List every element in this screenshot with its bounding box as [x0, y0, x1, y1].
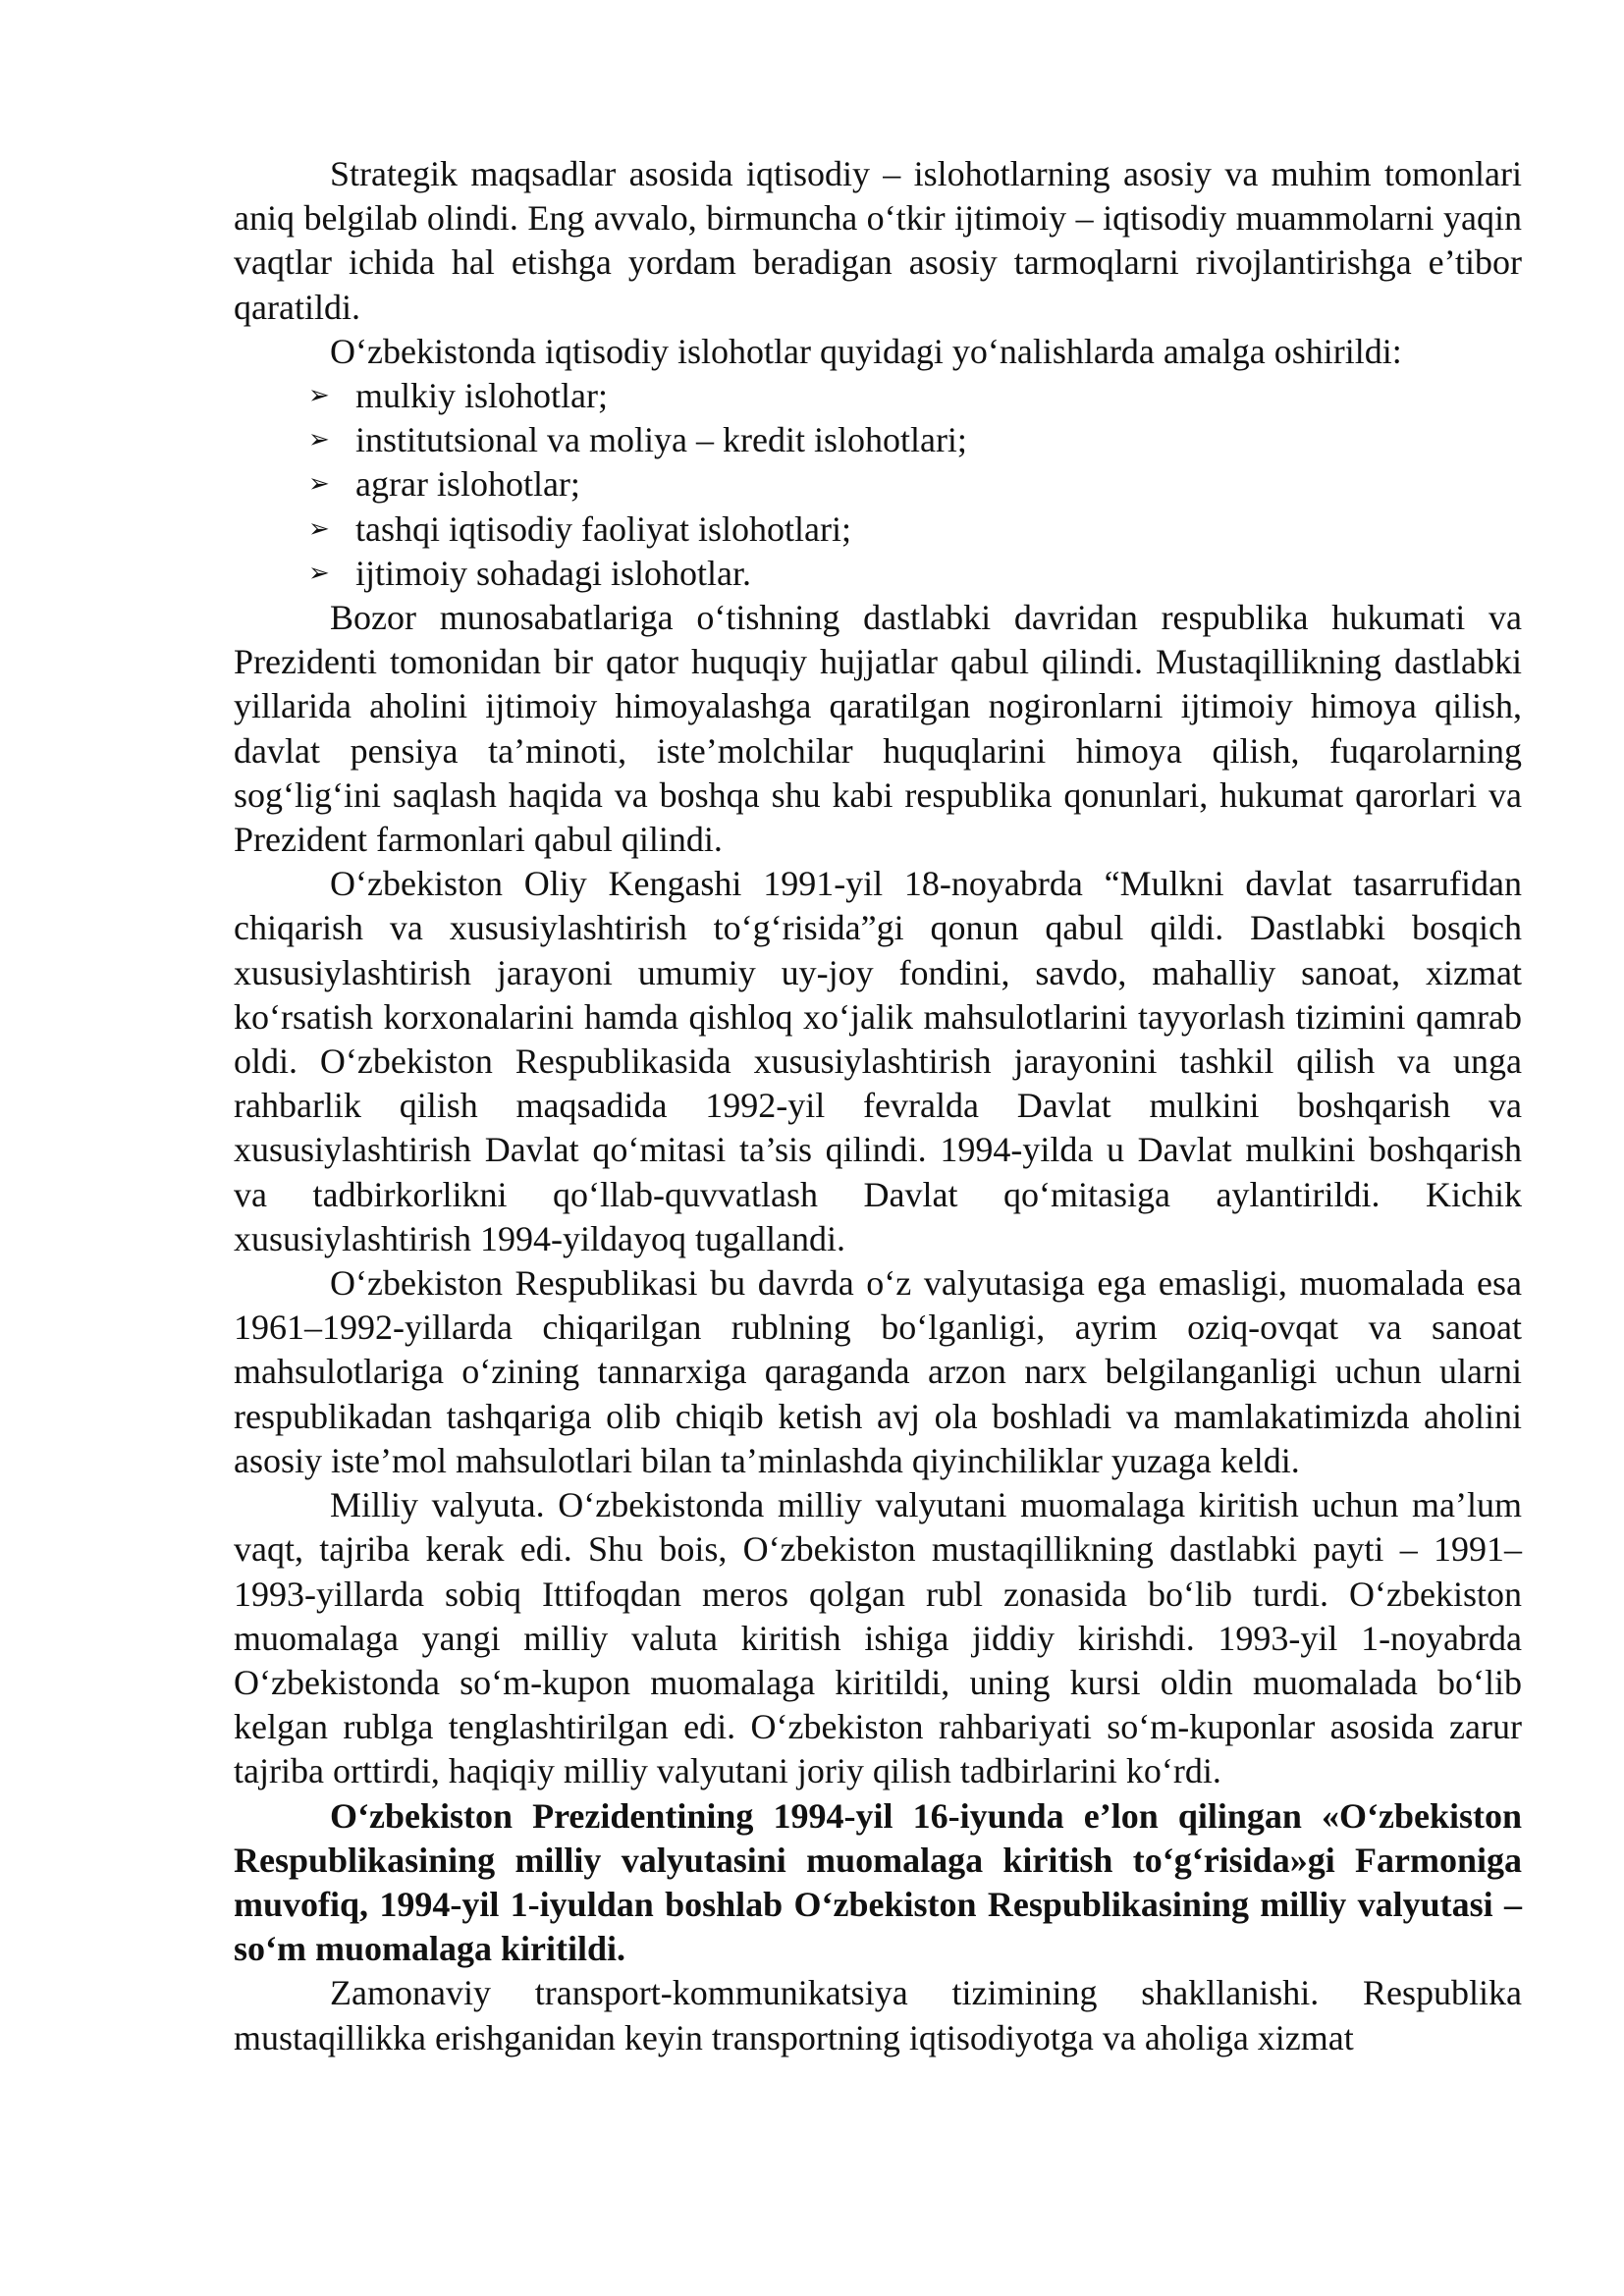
list-item-text: tashqi iqtisodiy faoliyat islohotlari;: [355, 508, 851, 549]
list-item-text: ijtimoiy sohadagi islohotlar.: [355, 553, 751, 593]
paragraph: O‘zbekistonda iqtisodiy islohotlar quyidagi yo‘nalishlarda amalga oshirildi:: [330, 331, 1402, 371]
arrow-bullet-icon: ➢: [308, 513, 330, 544]
list-item: [234, 418, 1522, 462]
arrow-bullet-icon: ➢: [308, 558, 330, 588]
bold-paragraph: O‘zbekiston Prezidentining 1994-yil 16-iyunda e’lon qilingan «O‘zbekiston Respublikasining milliy valyutasini muomalaga kiritish to‘g‘risida»gi Farmoniga muvofiq, 1994-yil 1-iyuldan boshlab O‘zbekiston Respublikasining milliy valyutasi – so‘m muomalaga kiritildi.: [234, 1795, 1522, 1969]
list-item-text: mulkiy islohotlar;: [355, 376, 608, 416]
arrow-bullet-icon: ➢: [308, 425, 330, 455]
arrow-bullet-icon: ➢: [308, 469, 330, 500]
paragraph: Strategik maqsadlar asosida iqtisodiy – islohotlarning asosiy va muhim tomonlari aniq belgilab olindi. Eng avvalo, birmuncha o‘tkir ijtimoiy – iqtisodiy muammolarni yaqin vaqtlar ichida hal etishga yordam beradigan asosiy tarmoqlarni rivojlantirishga e’tibor qaratildi.: [234, 154, 1522, 327]
paragraph: O‘zbekiston Oliy Kengashi 1991-yil 18-noyabrda “Mulkni davlat tasarrufidan chiqarish va xususiylashtirish to‘g‘risida”gi qonun qabul qildi. Dastlabki bosqich xususiylashtirish jarayoni umumiy uy-joy fondini, savdo, mahalliy sanoat, xizmat ko‘rsatish korxonalarini hamda qishloq xo‘jalik mahsulotlarini tayyorlash tizimini qamrab oldi. O‘zbekiston Respublikasida xususiylashtirish jarayonini tashkil qilish va unga rahbarlik qilish maqsadida 1992-yil fevralda Davlat mulkini boshqarish va xususiylashtirish Davlat qo‘mitasi ta’sis qilindi. 1994-yilda u Davlat mulkini boshqarish va tadbirkorlikni qo‘llab-quvvatlash Davlat qo‘mitasiga aylantirildi. Kichik xususiylashtirish 1994-yildayoq tugallandi.: [234, 864, 1522, 1258]
paragraph: O‘zbekiston Respublikasi bu davrda o‘z valyutasiga ega emasligi, muomalada esa 1961–1992-yillarda chiqarilgan rublning bo‘lganligi, ayrim oziq-ovqat va sanoat mahsulotlariga o‘zining tannarxiga qaraganda arzon narx belgilanganligi uchun ularni respublikadan tashqariga olib chiqib ketish avj ola boshladi va mamlakatimizda aholini asosiy iste’mol mahsulotlari bilan ta’minlashda qiyinchiliklar yuzaga keldi.: [234, 1263, 1522, 1480]
paragraph: Milliy valyuta. O‘zbekistonda milliy valyutani muomalaga kiritish uchun ma’lum vaqt, tajriba kerak edi. Shu bois, O‘zbekiston mustaqillikning dastlabki payti – 1991–1993-yillarda sobiq Ittifoqdan meros qolgan rubl zonasida bo‘lib turdi. O‘zbekiston muomalaga yangi milliy valuta kiritish ishiga jiddiy kirishdi. 1993-yil 1-noyabrda O‘zbekistonda so‘m-kupon muomalaga kiritildi, uning kursi oldin muomalada bo‘lib kelgan rublga tenglashtirilgan edi. O‘zbekiston rahbariyati so‘m-kuponlar asosida zarur tajriba orttirdi, haqiqiy milliy valyutani joriy qilish tadbirlarini ko‘rdi.: [234, 1485, 1522, 1791]
document-page: [234, 152, 1522, 2060]
bullet-list: [234, 374, 1522, 596]
paragraph: Bozor munosabatlariga o‘tishning dastlabki davridan respublika hukumati va Prezidenti tomonidan bir qator huquqiy hujjatlar qabul qilindi. Mustaqillikning dastlabki yillarida aholini ijtimoiy himoyalashga qaratilgan nogironlarni ijtimoiy himoya qilish, davlat pensiya ta’minoti, iste’molchilar huquqlarini himoya qilish, fuqarolarning sog‘lig‘ini saqlash haqida va boshqa shu kabi respublika qonunlari, hukumat qarorlari va Prezident farmonlari qabul qilindi.: [234, 598, 1522, 860]
list-item: [234, 374, 1522, 418]
list-item-text: institutsional va moliya – kredit islohotlari;: [355, 420, 967, 460]
arrow-bullet-icon: ➢: [308, 381, 330, 411]
paragraph: Zamonaviy transport-kommunikatsiya tizimining shakllanishi. Respublika mustaqillikka erishganidan keyin transportning iqtisodiyotga va aholiga xizmat: [234, 1973, 1522, 2057]
list-item: [234, 552, 1522, 596]
list-item-text: agrar islohotlar;: [355, 464, 580, 505]
list-item: [234, 507, 1522, 552]
list-item: [234, 462, 1522, 507]
